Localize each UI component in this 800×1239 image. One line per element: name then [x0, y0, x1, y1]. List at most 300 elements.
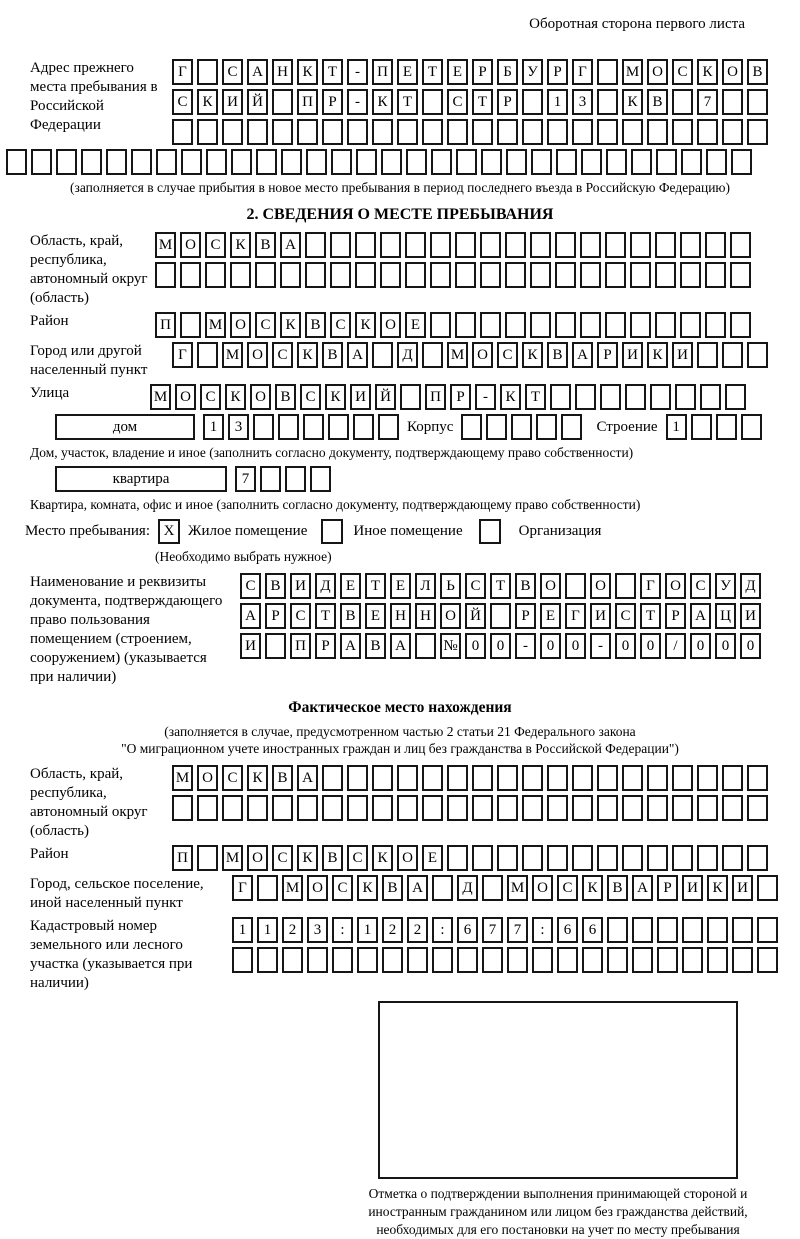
- char-cell[interactable]: [422, 342, 443, 368]
- char-cell[interactable]: [347, 795, 368, 821]
- char-cell[interactable]: [247, 119, 268, 145]
- char-cell[interactable]: К: [622, 89, 643, 115]
- char-cell[interactable]: [405, 232, 426, 258]
- char-cell[interactable]: [422, 795, 443, 821]
- char-cell[interactable]: 0: [740, 633, 761, 659]
- char-cell[interactable]: Н: [415, 603, 436, 629]
- char-cell[interactable]: [632, 917, 653, 943]
- char-cell[interactable]: П: [155, 312, 176, 338]
- char-cell[interactable]: [447, 795, 468, 821]
- char-cell[interactable]: [405, 262, 426, 288]
- char-cell[interactable]: [650, 384, 671, 410]
- char-cell[interactable]: [281, 149, 302, 175]
- char-cell[interactable]: Н: [272, 59, 293, 85]
- char-cell[interactable]: Г: [232, 875, 253, 901]
- char-cell[interactable]: [555, 262, 576, 288]
- char-cell[interactable]: И: [732, 875, 753, 901]
- char-cell[interactable]: [322, 795, 343, 821]
- char-cell[interactable]: О: [532, 875, 553, 901]
- char-cell[interactable]: [305, 232, 326, 258]
- char-cell[interactable]: [397, 795, 418, 821]
- char-cell[interactable]: [472, 845, 493, 871]
- char-cell[interactable]: [197, 342, 218, 368]
- char-cell[interactable]: Е: [397, 59, 418, 85]
- char-cell[interactable]: 0: [565, 633, 586, 659]
- char-cell[interactable]: Н: [390, 603, 411, 629]
- char-cell[interactable]: В: [275, 384, 296, 410]
- char-cell[interactable]: [607, 917, 628, 943]
- char-cell[interactable]: [572, 765, 593, 791]
- char-cell[interactable]: [511, 414, 532, 440]
- char-cell[interactable]: [497, 845, 518, 871]
- char-cell[interactable]: [672, 89, 693, 115]
- char-cell[interactable]: [415, 633, 436, 659]
- char-cell[interactable]: 0: [490, 633, 511, 659]
- char-cell[interactable]: [547, 119, 568, 145]
- char-cell[interactable]: [730, 262, 751, 288]
- char-cell[interactable]: [630, 232, 651, 258]
- char-cell[interactable]: [155, 262, 176, 288]
- char-cell[interactable]: [56, 149, 77, 175]
- char-cell[interactable]: 1: [357, 917, 378, 943]
- char-cell[interactable]: [565, 573, 586, 599]
- char-cell[interactable]: [622, 795, 643, 821]
- char-cell[interactable]: [230, 262, 251, 288]
- char-cell[interactable]: [530, 232, 551, 258]
- char-cell[interactable]: [747, 89, 768, 115]
- char-cell[interactable]: [231, 149, 252, 175]
- char-cell[interactable]: Т: [490, 573, 511, 599]
- char-cell[interactable]: [131, 149, 152, 175]
- char-cell[interactable]: [430, 232, 451, 258]
- char-cell[interactable]: [597, 59, 618, 85]
- char-cell[interactable]: [522, 795, 543, 821]
- char-cell[interactable]: [331, 149, 352, 175]
- char-cell[interactable]: [697, 119, 718, 145]
- char-cell[interactable]: В: [255, 232, 276, 258]
- char-cell[interactable]: 7: [697, 89, 718, 115]
- char-cell[interactable]: 1: [232, 917, 253, 943]
- char-cell[interactable]: [536, 414, 557, 440]
- char-cell[interactable]: А: [340, 633, 361, 659]
- char-cell[interactable]: 7: [507, 917, 528, 943]
- char-cell[interactable]: В: [265, 573, 286, 599]
- char-cell[interactable]: В: [382, 875, 403, 901]
- char-cell[interactable]: №: [440, 633, 461, 659]
- char-cell[interactable]: [310, 466, 331, 492]
- char-cell[interactable]: [697, 342, 718, 368]
- char-cell[interactable]: [730, 312, 751, 338]
- char-cell[interactable]: В: [322, 342, 343, 368]
- char-cell[interactable]: С: [465, 573, 486, 599]
- char-cell[interactable]: И: [672, 342, 693, 368]
- char-cell[interactable]: 1: [666, 414, 687, 440]
- char-cell[interactable]: 0: [465, 633, 486, 659]
- char-cell[interactable]: [380, 262, 401, 288]
- char-cell[interactable]: Т: [640, 603, 661, 629]
- char-cell[interactable]: Л: [415, 573, 436, 599]
- char-cell[interactable]: О: [175, 384, 196, 410]
- char-cell[interactable]: 1: [547, 89, 568, 115]
- char-cell[interactable]: М: [155, 232, 176, 258]
- char-cell[interactable]: [353, 414, 374, 440]
- char-cell[interactable]: К: [372, 89, 393, 115]
- char-cell[interactable]: [655, 312, 676, 338]
- char-cell[interactable]: [497, 795, 518, 821]
- char-cell[interactable]: Т: [397, 89, 418, 115]
- char-cell[interactable]: -: [347, 89, 368, 115]
- char-cell[interactable]: [328, 414, 349, 440]
- char-cell[interactable]: [205, 262, 226, 288]
- char-cell[interactable]: 1: [257, 917, 278, 943]
- char-cell[interactable]: [656, 149, 677, 175]
- char-cell[interactable]: Е: [405, 312, 426, 338]
- char-cell[interactable]: О: [590, 573, 611, 599]
- char-cell[interactable]: [156, 149, 177, 175]
- char-cell[interactable]: О: [540, 573, 561, 599]
- char-cell[interactable]: [430, 312, 451, 338]
- char-cell[interactable]: [257, 947, 278, 973]
- char-cell[interactable]: [647, 119, 668, 145]
- char-cell[interactable]: М: [150, 384, 171, 410]
- char-cell[interactable]: К: [297, 59, 318, 85]
- char-cell[interactable]: [222, 795, 243, 821]
- char-cell[interactable]: Р: [315, 633, 336, 659]
- char-cell[interactable]: [280, 262, 301, 288]
- char-cell[interactable]: [732, 917, 753, 943]
- char-cell[interactable]: [747, 795, 768, 821]
- char-cell[interactable]: Т: [472, 89, 493, 115]
- char-cell[interactable]: [265, 633, 286, 659]
- char-cell[interactable]: Д: [457, 875, 478, 901]
- char-cell[interactable]: Р: [472, 59, 493, 85]
- char-cell[interactable]: О: [665, 573, 686, 599]
- char-cell[interactable]: [605, 312, 626, 338]
- char-cell[interactable]: [597, 795, 618, 821]
- char-cell[interactable]: [597, 845, 618, 871]
- char-cell[interactable]: -: [347, 59, 368, 85]
- char-cell[interactable]: Р: [515, 603, 536, 629]
- char-cell[interactable]: [550, 384, 571, 410]
- char-cell[interactable]: [472, 795, 493, 821]
- char-cell[interactable]: [172, 795, 193, 821]
- char-cell[interactable]: [256, 149, 277, 175]
- char-cell[interactable]: О: [247, 342, 268, 368]
- char-cell[interactable]: С: [300, 384, 321, 410]
- char-cell[interactable]: О: [247, 845, 268, 871]
- char-cell[interactable]: [697, 795, 718, 821]
- char-cell[interactable]: [380, 232, 401, 258]
- char-cell[interactable]: [332, 947, 353, 973]
- char-cell[interactable]: [506, 149, 527, 175]
- char-cell[interactable]: [330, 262, 351, 288]
- char-cell[interactable]: [725, 384, 746, 410]
- char-cell[interactable]: [253, 414, 274, 440]
- char-cell[interactable]: [305, 262, 326, 288]
- char-cell[interactable]: О: [250, 384, 271, 410]
- char-cell[interactable]: [372, 765, 393, 791]
- char-cell[interactable]: А: [247, 59, 268, 85]
- char-cell[interactable]: 1: [203, 414, 224, 440]
- char-cell[interactable]: [691, 414, 712, 440]
- char-cell[interactable]: [530, 262, 551, 288]
- char-cell[interactable]: Ь: [440, 573, 461, 599]
- char-cell[interactable]: [197, 845, 218, 871]
- char-cell[interactable]: К: [647, 342, 668, 368]
- char-cell[interactable]: [472, 119, 493, 145]
- char-cell[interactable]: [672, 845, 693, 871]
- char-cell[interactable]: К: [280, 312, 301, 338]
- char-cell[interactable]: [432, 947, 453, 973]
- char-cell[interactable]: [655, 232, 676, 258]
- char-cell[interactable]: К: [197, 89, 218, 115]
- char-cell[interactable]: [672, 119, 693, 145]
- char-cell[interactable]: [181, 149, 202, 175]
- char-cell[interactable]: [697, 765, 718, 791]
- char-cell[interactable]: [555, 312, 576, 338]
- char-cell[interactable]: [272, 795, 293, 821]
- char-cell[interactable]: С: [200, 384, 221, 410]
- char-cell[interactable]: С: [205, 232, 226, 258]
- char-cell[interactable]: В: [647, 89, 668, 115]
- char-cell[interactable]: И: [350, 384, 371, 410]
- char-cell[interactable]: [555, 232, 576, 258]
- char-cell[interactable]: [572, 845, 593, 871]
- char-cell[interactable]: [490, 603, 511, 629]
- char-cell[interactable]: Т: [315, 603, 336, 629]
- char-cell[interactable]: [547, 765, 568, 791]
- char-cell[interactable]: К: [500, 384, 521, 410]
- char-cell[interactable]: М: [447, 342, 468, 368]
- char-cell[interactable]: 0: [540, 633, 561, 659]
- char-cell[interactable]: [531, 149, 552, 175]
- char-cell[interactable]: Е: [365, 603, 386, 629]
- char-cell[interactable]: Е: [540, 603, 561, 629]
- char-cell[interactable]: 6: [457, 917, 478, 943]
- char-cell[interactable]: А: [297, 765, 318, 791]
- char-cell[interactable]: 0: [715, 633, 736, 659]
- char-cell[interactable]: [557, 947, 578, 973]
- char-cell[interactable]: У: [715, 573, 736, 599]
- char-cell[interactable]: Е: [447, 59, 468, 85]
- char-cell[interactable]: К: [357, 875, 378, 901]
- char-cell[interactable]: И: [622, 342, 643, 368]
- char-cell[interactable]: [680, 232, 701, 258]
- char-cell[interactable]: Г: [565, 603, 586, 629]
- char-cell[interactable]: [697, 845, 718, 871]
- char-cell[interactable]: С: [172, 89, 193, 115]
- char-cell[interactable]: [297, 119, 318, 145]
- char-cell[interactable]: П: [290, 633, 311, 659]
- char-cell[interactable]: [461, 414, 482, 440]
- char-cell[interactable]: С: [240, 573, 261, 599]
- char-cell[interactable]: К: [325, 384, 346, 410]
- char-cell[interactable]: С: [272, 845, 293, 871]
- char-cell[interactable]: [700, 384, 721, 410]
- char-cell[interactable]: [547, 795, 568, 821]
- char-cell[interactable]: В: [272, 765, 293, 791]
- char-cell[interactable]: [606, 149, 627, 175]
- char-cell[interactable]: [622, 765, 643, 791]
- char-cell[interactable]: [472, 765, 493, 791]
- char-cell[interactable]: [355, 262, 376, 288]
- char-cell[interactable]: [705, 262, 726, 288]
- char-cell[interactable]: [378, 414, 399, 440]
- char-cell[interactable]: О: [397, 845, 418, 871]
- char-cell[interactable]: [597, 119, 618, 145]
- char-cell[interactable]: -: [590, 633, 611, 659]
- char-cell[interactable]: [456, 149, 477, 175]
- char-cell[interactable]: [431, 149, 452, 175]
- char-cell[interactable]: [631, 149, 652, 175]
- char-cell[interactable]: У: [522, 59, 543, 85]
- char-cell[interactable]: [747, 119, 768, 145]
- char-cell[interactable]: [482, 875, 503, 901]
- char-cell[interactable]: Р: [450, 384, 471, 410]
- char-cell[interactable]: Р: [657, 875, 678, 901]
- char-cell[interactable]: О: [180, 232, 201, 258]
- char-cell[interactable]: Т: [525, 384, 546, 410]
- char-cell[interactable]: [306, 149, 327, 175]
- char-cell[interactable]: [632, 947, 653, 973]
- char-cell[interactable]: [732, 947, 753, 973]
- checkbox-other-premises[interactable]: [321, 519, 343, 544]
- char-cell[interactable]: [655, 262, 676, 288]
- char-cell[interactable]: [575, 384, 596, 410]
- char-cell[interactable]: [657, 917, 678, 943]
- char-cell[interactable]: [607, 947, 628, 973]
- char-cell[interactable]: В: [365, 633, 386, 659]
- char-cell[interactable]: [600, 384, 621, 410]
- char-cell[interactable]: К: [522, 342, 543, 368]
- char-cell[interactable]: [522, 845, 543, 871]
- char-cell[interactable]: К: [297, 342, 318, 368]
- char-cell[interactable]: О: [307, 875, 328, 901]
- char-cell[interactable]: П: [372, 59, 393, 85]
- char-cell[interactable]: Б: [497, 59, 518, 85]
- char-cell[interactable]: [285, 466, 306, 492]
- char-cell[interactable]: И: [290, 573, 311, 599]
- char-cell[interactable]: [430, 262, 451, 288]
- char-cell[interactable]: [278, 414, 299, 440]
- char-cell[interactable]: К: [225, 384, 246, 410]
- char-cell[interactable]: [547, 845, 568, 871]
- char-cell[interactable]: И: [222, 89, 243, 115]
- char-cell[interactable]: [357, 947, 378, 973]
- char-cell[interactable]: [232, 947, 253, 973]
- char-cell[interactable]: Т: [322, 59, 343, 85]
- char-cell[interactable]: [705, 232, 726, 258]
- char-cell[interactable]: [455, 262, 476, 288]
- char-cell[interactable]: К: [230, 232, 251, 258]
- char-cell[interactable]: [400, 384, 421, 410]
- char-cell[interactable]: [722, 342, 743, 368]
- char-cell[interactable]: [180, 312, 201, 338]
- char-cell[interactable]: [197, 59, 218, 85]
- checkbox-residential[interactable]: [158, 519, 180, 544]
- char-cell[interactable]: [505, 262, 526, 288]
- char-cell[interactable]: И: [590, 603, 611, 629]
- char-cell[interactable]: [556, 149, 577, 175]
- char-cell[interactable]: [722, 89, 743, 115]
- char-cell[interactable]: М: [205, 312, 226, 338]
- char-cell[interactable]: [675, 384, 696, 410]
- char-cell[interactable]: /: [665, 633, 686, 659]
- char-cell[interactable]: [747, 765, 768, 791]
- char-cell[interactable]: О: [722, 59, 743, 85]
- char-cell[interactable]: [615, 573, 636, 599]
- char-cell[interactable]: Й: [465, 603, 486, 629]
- char-cell[interactable]: П: [172, 845, 193, 871]
- char-cell[interactable]: С: [272, 342, 293, 368]
- char-cell[interactable]: [680, 262, 701, 288]
- char-cell[interactable]: [272, 89, 293, 115]
- char-cell[interactable]: [282, 947, 303, 973]
- char-cell[interactable]: [630, 312, 651, 338]
- char-cell[interactable]: [382, 947, 403, 973]
- char-cell[interactable]: [722, 119, 743, 145]
- char-cell[interactable]: И: [240, 633, 261, 659]
- char-cell[interactable]: С: [347, 845, 368, 871]
- char-cell[interactable]: С: [255, 312, 276, 338]
- char-cell[interactable]: С: [615, 603, 636, 629]
- char-cell[interactable]: [447, 845, 468, 871]
- char-cell[interactable]: [372, 119, 393, 145]
- char-cell[interactable]: [197, 119, 218, 145]
- char-cell[interactable]: Й: [375, 384, 396, 410]
- char-cell[interactable]: А: [390, 633, 411, 659]
- char-cell[interactable]: М: [622, 59, 643, 85]
- char-cell[interactable]: [481, 149, 502, 175]
- char-cell[interactable]: 2: [382, 917, 403, 943]
- char-cell[interactable]: [6, 149, 27, 175]
- char-cell[interactable]: О: [647, 59, 668, 85]
- char-cell[interactable]: [406, 149, 427, 175]
- char-cell[interactable]: [522, 119, 543, 145]
- char-cell[interactable]: [497, 765, 518, 791]
- char-cell[interactable]: О: [472, 342, 493, 368]
- char-cell[interactable]: :: [332, 917, 353, 943]
- char-cell[interactable]: -: [475, 384, 496, 410]
- char-cell[interactable]: [432, 875, 453, 901]
- char-cell[interactable]: К: [582, 875, 603, 901]
- char-cell[interactable]: [580, 262, 601, 288]
- char-cell[interactable]: [572, 119, 593, 145]
- char-cell[interactable]: [672, 795, 693, 821]
- char-cell[interactable]: В: [340, 603, 361, 629]
- char-cell[interactable]: [707, 947, 728, 973]
- char-cell[interactable]: [705, 312, 726, 338]
- char-cell[interactable]: [647, 845, 668, 871]
- char-cell[interactable]: А: [690, 603, 711, 629]
- char-cell[interactable]: А: [280, 232, 301, 258]
- char-cell[interactable]: [447, 119, 468, 145]
- char-cell[interactable]: [422, 89, 443, 115]
- char-cell[interactable]: В: [747, 59, 768, 85]
- char-cell[interactable]: [507, 947, 528, 973]
- char-cell[interactable]: [605, 262, 626, 288]
- char-cell[interactable]: М: [507, 875, 528, 901]
- char-cell[interactable]: Р: [322, 89, 343, 115]
- char-cell[interactable]: [260, 466, 281, 492]
- char-cell[interactable]: С: [447, 89, 468, 115]
- char-cell[interactable]: [681, 149, 702, 175]
- char-cell[interactable]: 6: [582, 917, 603, 943]
- char-cell[interactable]: К: [297, 845, 318, 871]
- char-cell[interactable]: [356, 149, 377, 175]
- char-cell[interactable]: [757, 875, 778, 901]
- char-cell[interactable]: [730, 232, 751, 258]
